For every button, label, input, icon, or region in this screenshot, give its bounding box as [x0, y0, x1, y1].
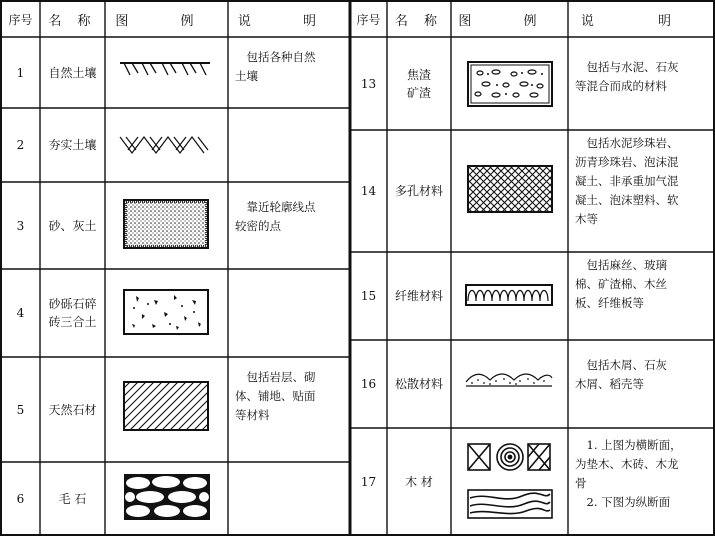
material-desc [232, 466, 348, 532]
material-name: 纤维材料 [394, 289, 443, 303]
header-name-right: 名 称 [394, 13, 444, 29]
header-legend-left: 图 例 [115, 13, 218, 29]
header-name-left: 名 称 [48, 13, 97, 29]
header-no-left: 序号 [8, 12, 33, 27]
material-desc: 包括各种自然 土壤 [235, 50, 316, 83]
timber-hatch-icon [464, 438, 556, 526]
header-desc-right: 说 明 [580, 13, 702, 29]
cross-hatch-icon [466, 164, 554, 214]
material-name: 焦渣 矿渣 [406, 67, 431, 100]
header-legend-right: 图 例 [458, 13, 561, 29]
sand-dot-hatch-icon [122, 198, 210, 250]
row-number: 14 [360, 184, 377, 198]
material-desc: 包括岩层、砌 体、铺地、贴面 等材料 [235, 370, 316, 422]
material-desc: 包括水泥珍珠岩、 沥青珍珠岩、泡沫混 凝土、非承重加气混 凝土、泡沫塑料、软 木等 [575, 136, 679, 226]
material-name: 木 材 [405, 475, 433, 489]
row-number: 4 [16, 306, 25, 320]
material-name: 多孔材料 [394, 184, 443, 198]
gravel-hatch-icon [122, 288, 210, 336]
row-number: 15 [360, 289, 377, 303]
material-desc [232, 272, 348, 352]
header-desc-left: 说 明 [237, 13, 341, 29]
material-desc: 1. 上图为横断面， 为垫木、木砖、木龙 骨 2. 下图为纵断面 [575, 438, 682, 509]
slag-hatch-icon [466, 60, 554, 108]
row-number: 3 [16, 218, 25, 233]
rubble-hatch-icon [122, 472, 212, 522]
material-desc: 靠近轮廓线点 较密的点 [235, 200, 316, 233]
material-desc: 包括木屑、石灰 木屑、稻壳等 [575, 358, 667, 391]
row-number: 5 [16, 402, 25, 417]
material-desc: 包括麻丝、玻璃 棉、矿渣棉、木丝 板、纤维板等 [575, 258, 667, 310]
loose-hatch-icon [464, 368, 554, 392]
row-number: 1 [16, 65, 25, 80]
header-no-right: 序号 [356, 12, 381, 27]
material-name: 自然土壤 [48, 65, 97, 80]
material-desc: 包括与水泥、石灰 等混合而成的材料 [575, 60, 679, 93]
material-name: 砂砾石碎 砖三合土 [48, 297, 97, 329]
row-number: 2 [16, 138, 25, 152]
row-number: 13 [360, 76, 377, 91]
fiber-hatch-icon [464, 283, 554, 307]
row-number: 6 [16, 492, 25, 506]
material-name: 夯实土壤 [48, 138, 97, 152]
row-number: 16 [360, 377, 377, 391]
material-desc [232, 110, 348, 180]
row-number: 17 [360, 475, 377, 489]
material-name: 砂、灰土 [48, 218, 97, 233]
rammed-soil-hatch-icon [118, 134, 212, 156]
natural-soil-hatch-icon [118, 58, 212, 80]
material-name: 松散材料 [394, 377, 443, 391]
material-name: 天然石材 [48, 402, 97, 417]
diagonal-hatch-icon [122, 380, 210, 432]
material-name: 毛 石 [58, 492, 87, 506]
